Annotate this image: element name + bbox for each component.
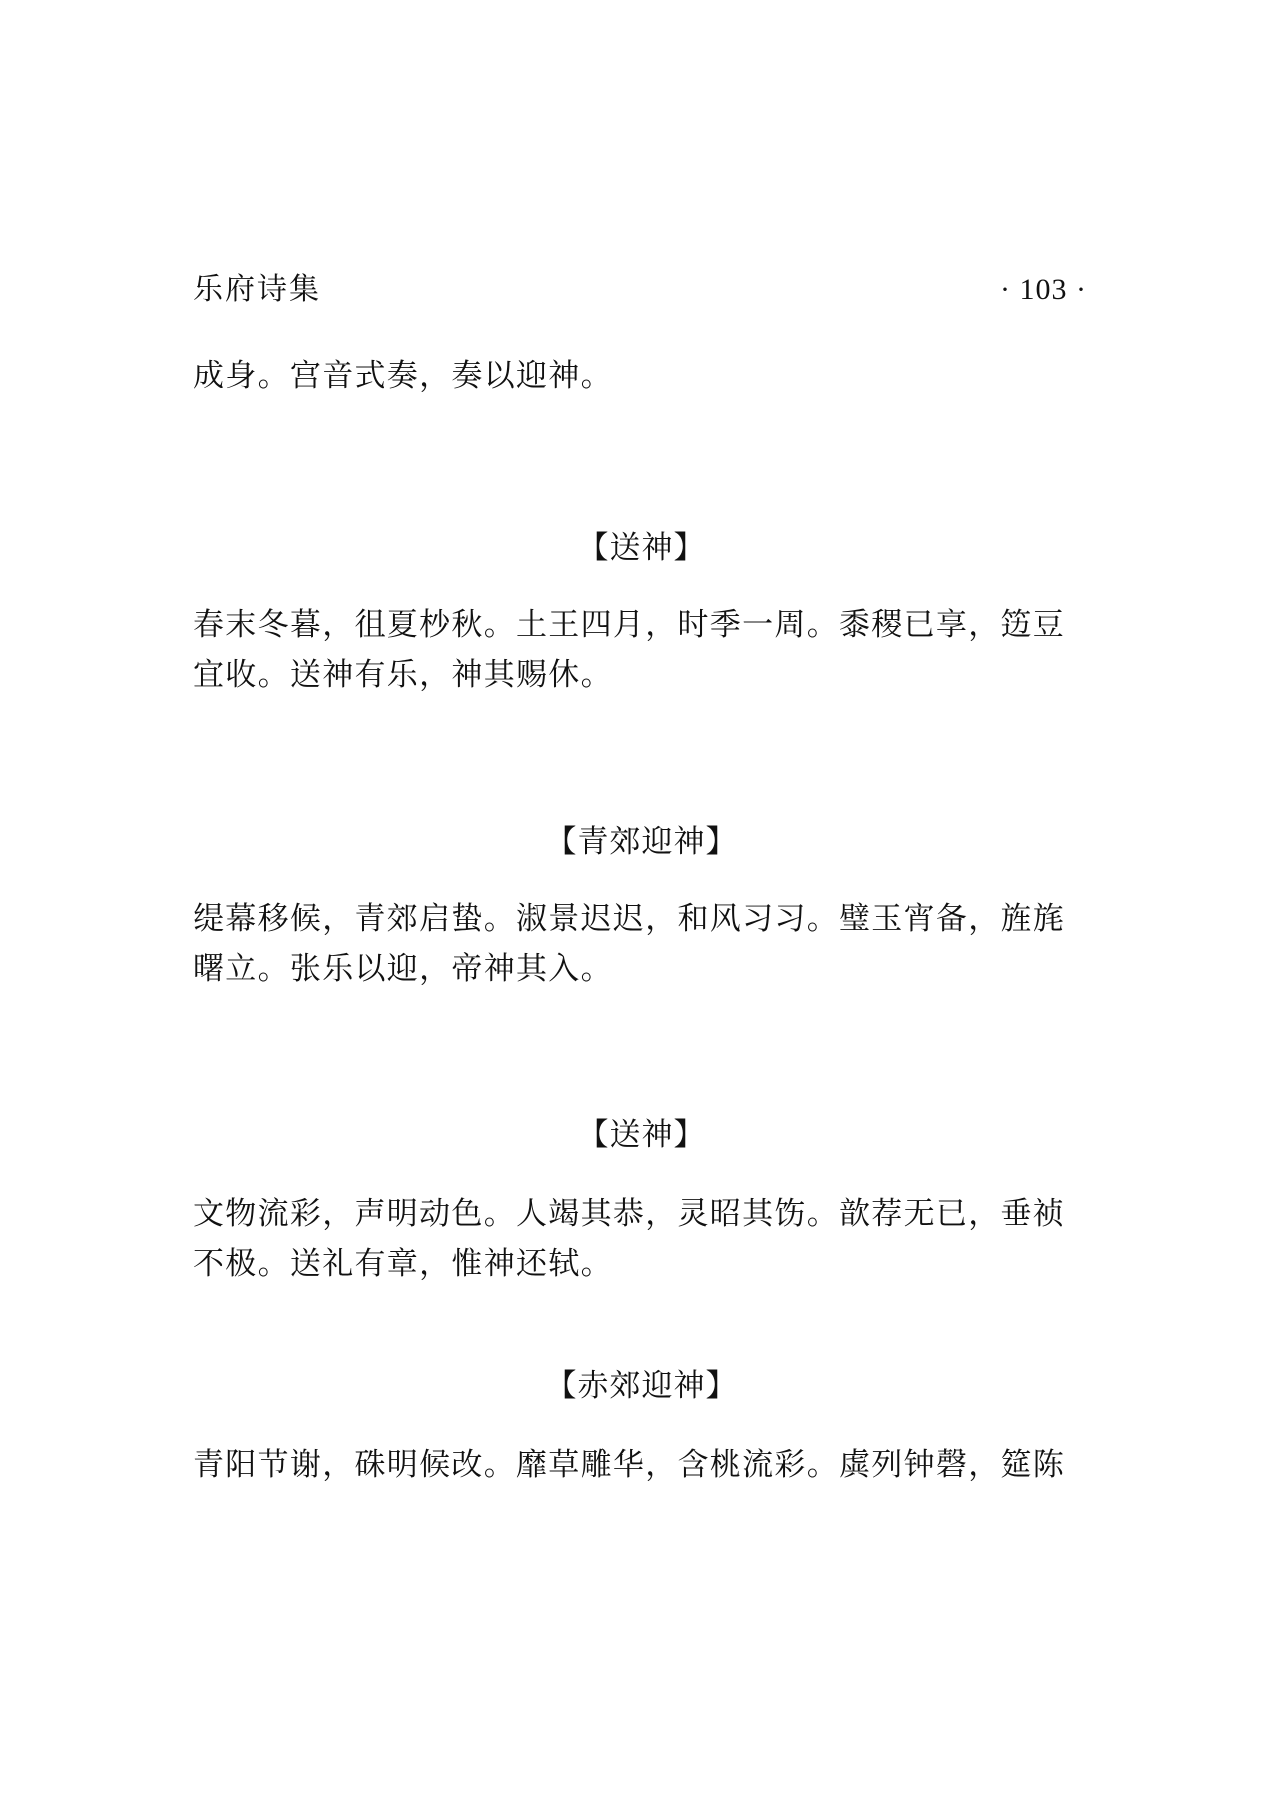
running-header [193,270,1087,310]
text-line: 宜收。送神有乐，神其赐休。 [193,657,613,693]
text-paragraph [193,1189,1090,1289]
section-heading: 【送神】 [577,530,706,566]
book-title: 乐府诗集 [193,272,321,307]
text-line: 成身。宫音式奏，奏以迎神。 [193,358,613,394]
section-heading: 【青郊迎神】 [545,824,738,860]
section-heading: 【赤郊迎神】 [545,1368,738,1404]
text-line: 曙立。张乐以迎，帝神其入。 [193,951,613,987]
text-paragraph [193,1440,1090,1490]
text-line: 青阳节谢，硃明候改。靡草雕华，含桃流彩。虡列钟磬，筵陈 [193,1447,1066,1483]
text-paragraph [193,600,1090,700]
text-paragraph [193,351,1090,401]
text-line: 不极。送礼有章，惟神还轼。 [193,1246,613,1282]
section-heading: 【送神】 [577,1117,706,1153]
text-line: 春末冬暮，徂夏杪秋。土王四月，时季一周。黍稷已享，笾豆 [193,607,1066,643]
text-paragraph [193,894,1090,994]
page-number: · 103 · [1000,273,1087,306]
text-line: 缇幕移候，青郊启蛰。淑景迟迟，和风习习。璧玉宵备，旌旄 [193,901,1066,937]
text-line: 文物流彩，声明动色。人竭其恭，灵昭其饬。歆荐无已，垂祯 [193,1196,1066,1232]
